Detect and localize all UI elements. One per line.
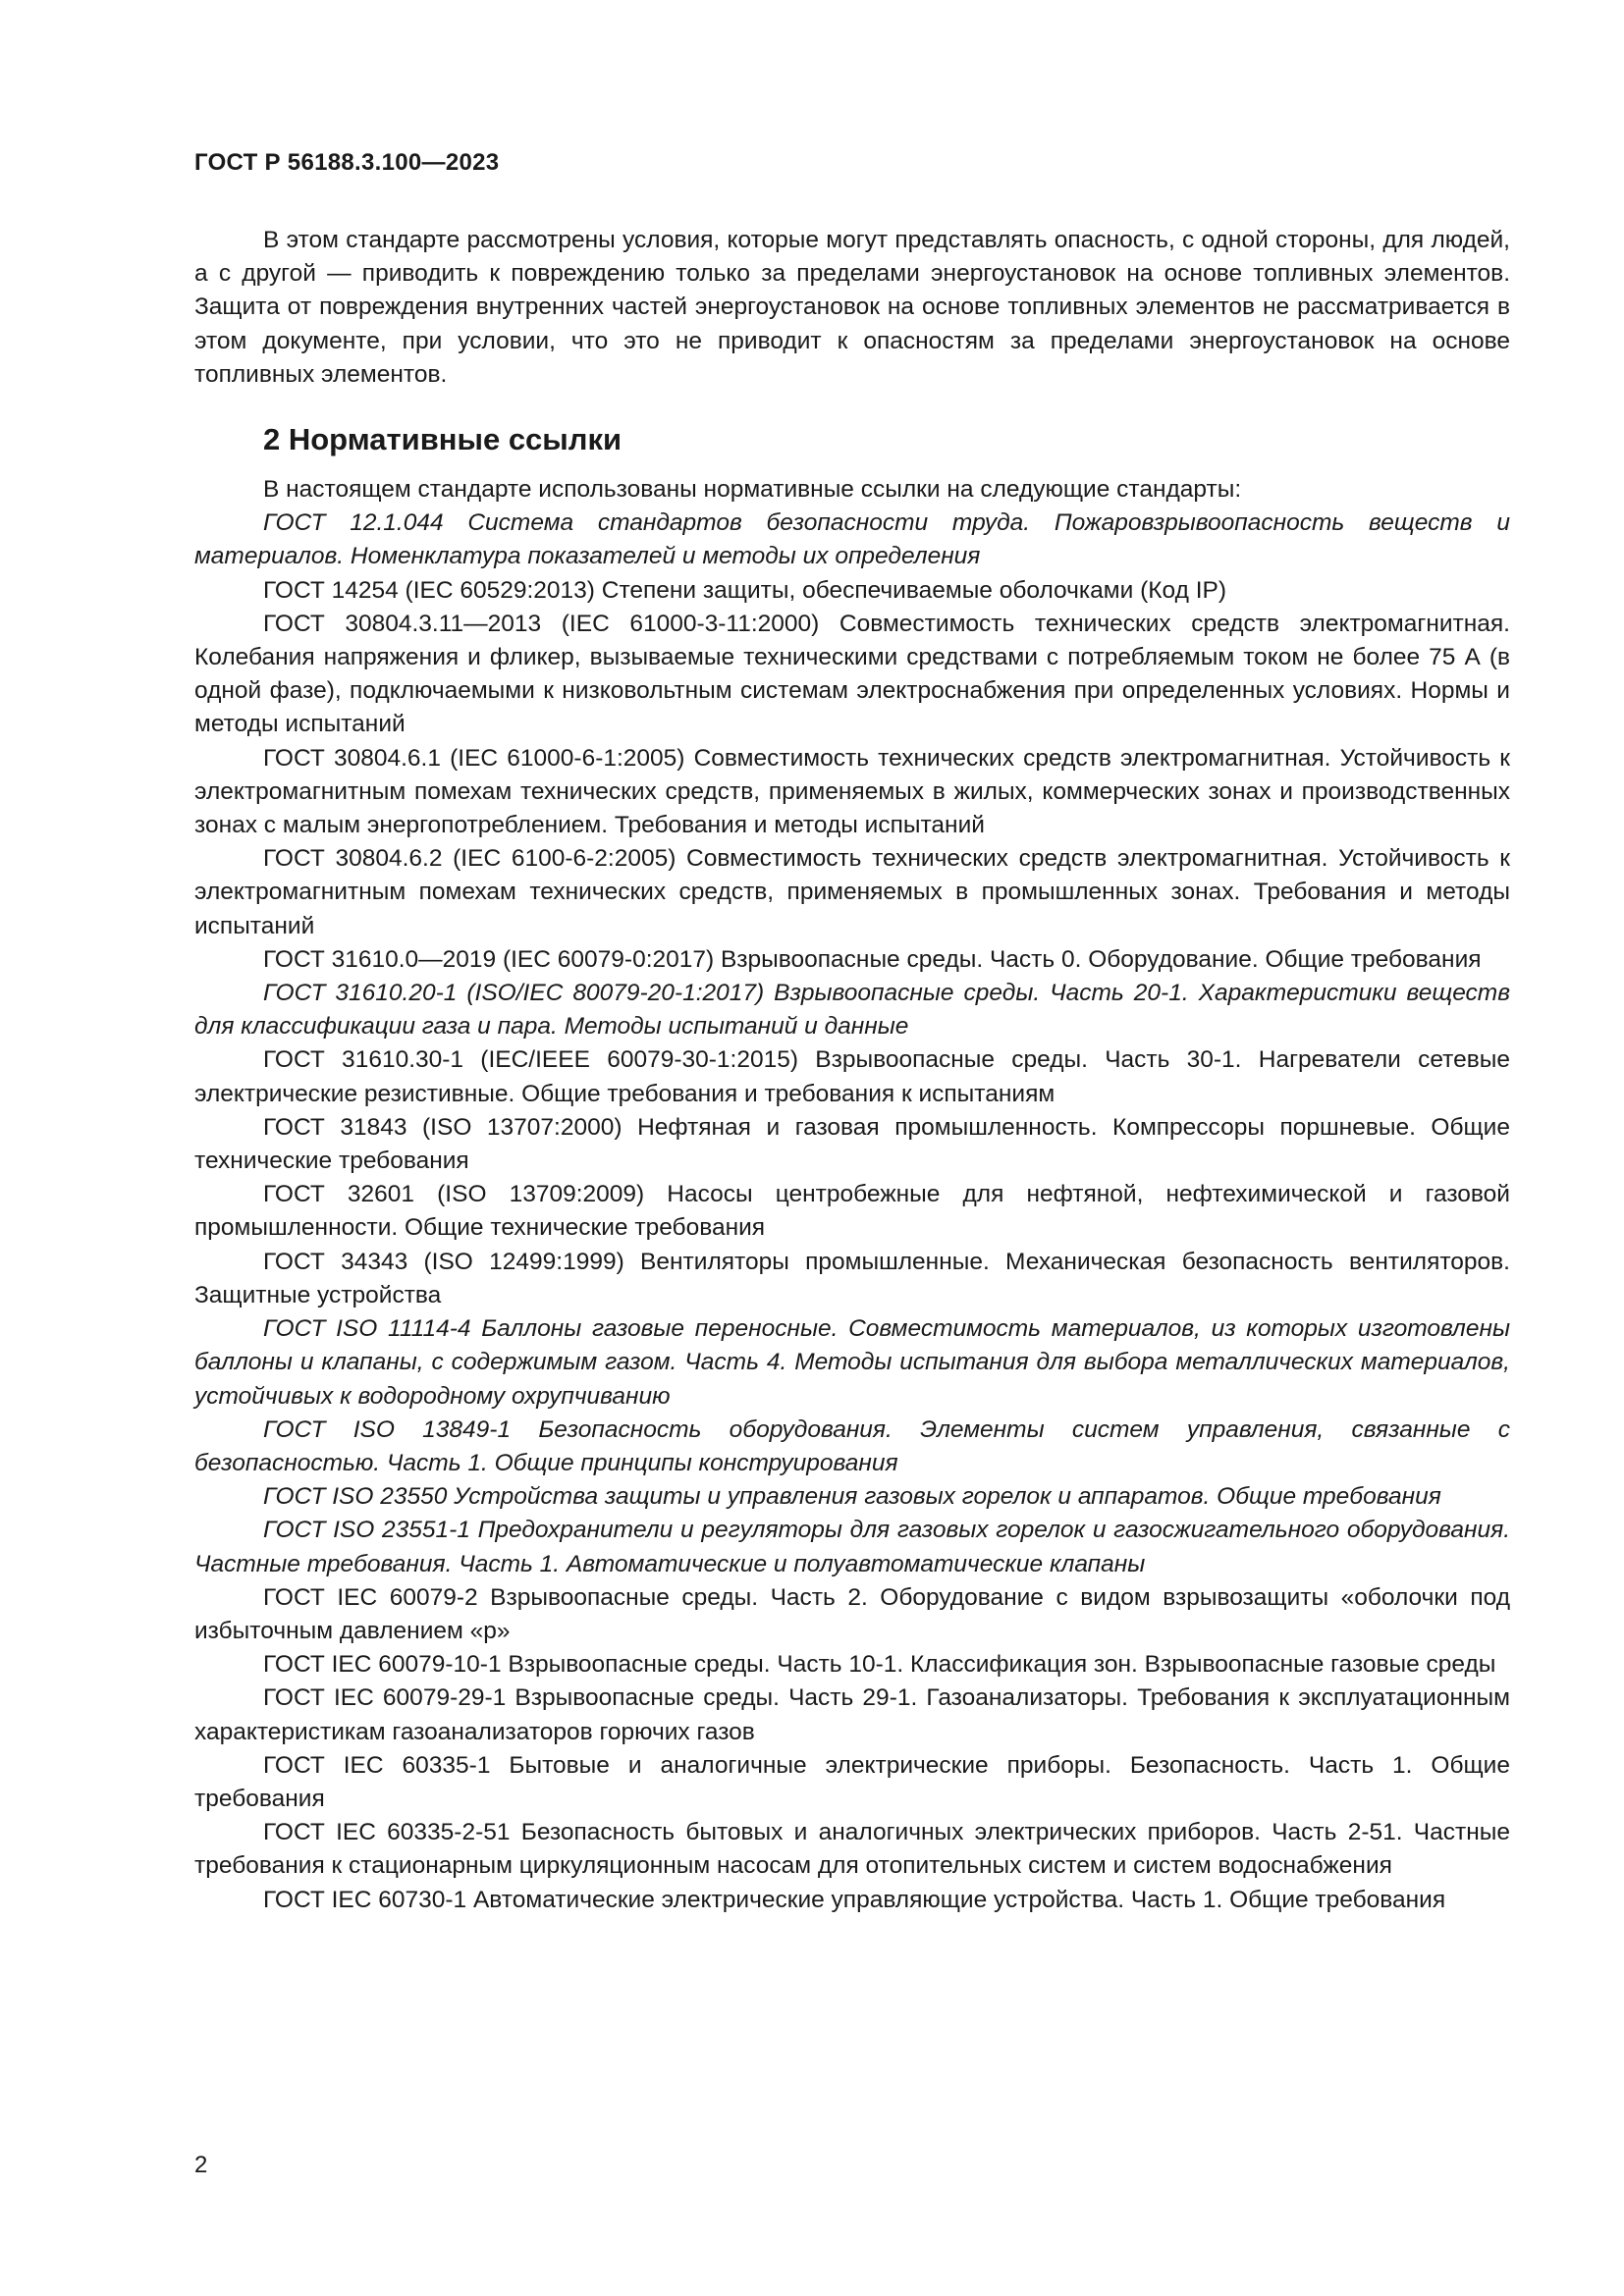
reference-item: ГОСТ 30804.3.11—2013 (IEC 61000-3-11:2000) Совместимость технических средств электромагнитная. Колебания напряжения и фликер, вызываемые техническими средствами с потребляемым током не более 75 А (в одной фазе), подключаемыми к низковольтным системам электроснабжения при определенных условиях. Нормы и методы испытаний <box>194 610 1510 738</box>
reference-item: ГОСТ IEC 60335-2-51 Безопасность бытовых и аналогичных электрических приборов. Часть 2-51. Частные требования к стационарным циркуляционным насосам для отопительных систем и систем водоснабжения <box>194 1819 1510 1880</box>
reference-item: ГОСТ 14254 (IEC 60529:2013) Степени защиты, обеспечиваемые оболочками (Код IP) <box>263 576 1227 604</box>
reference-item: ГОСТ 32601 (ISO 13709:2009) Насосы центробежные для нефтяной, нефтехимической и газовой промышленности. Общие технические требования <box>194 1181 1510 1242</box>
document-designation: ГОСТ Р 56188.3.100—2023 <box>194 149 500 176</box>
reference-item: ГОСТ 31610.0—2019 (IEC 60079-0:2017) Взрывоопасные среды. Часть 0. Оборудование. Общие требования <box>263 945 1482 973</box>
scope-paragraph: В этом стандарте рассмотрены условия, которые могут представлять опасность, с одной стороны, для людей, а с другой — приводить к повреждению только за пределами энергоустановок на основе топливных элементов. Защита от повреждения внутренних частей энергоустановок на основе топливных элементов не рассматривается в этом документе, при условии, что это не приводит к опасностям за пределами энергоустановок на основе топливных элементов. <box>194 227 1510 388</box>
reference-item: ГОСТ IEC 60079-10-1 Взрывоопасные среды. Часть 10-1. Классификация зон. Взрывоопасные газовые среды <box>263 1651 1496 1679</box>
reference-item: ГОСТ ISO 23550 Устройства защиты и управления газовых горелок и аппаратов. Общие требования <box>263 1483 1441 1511</box>
section-lead: В настоящем стандарте использованы нормативные ссылки на следующие стандарты: <box>263 476 1242 504</box>
reference-item: ГОСТ 34343 (ISO 12499:1999) Вентиляторы промышленные. Механическая безопасность вентиляторов. Защитные устройства <box>194 1248 1510 1308</box>
page-number: 2 <box>194 2152 208 2178</box>
reference-item: ГОСТ ISO 23551-1 Предохранители и регуляторы для газовых горелок и газосжигательного оборудования. Частные требования. Часть 1. Автоматические и полуавтоматические клапаны <box>194 1517 1510 1577</box>
reference-item: ГОСТ IEC 60335-1 Бытовые и аналогичные электрические приборы. Безопасность. Часть 1. Общие требования <box>194 1751 1510 1812</box>
reference-item: ГОСТ IEC 60079-29-1 Взрывоопасные среды. Часть 29-1. Газоанализаторы. Требования к эксплуатационным характеристикам газоанализаторов горючих газов <box>194 1684 1510 1745</box>
reference-item: ГОСТ ISO 13849-1 Безопасность оборудования. Элементы систем управления, связанные с безопасностью. Часть 1. Общие принципы конструирования <box>194 1415 1510 1476</box>
reference-item: ГОСТ 12.1.044 Система стандартов безопасности труда. Пожаровзрывоопасность веществ и материалов. Номенклатура показателей и методы их определения <box>194 509 1510 570</box>
reference-item: ГОСТ IEC 60079-2 Взрывоопасные среды. Часть 2. Оборудование с видом взрывозащиты «оболочки под избыточным давлением «p» <box>194 1583 1510 1644</box>
reference-item: ГОСТ 31843 (ISO 13707:2000) Нефтяная и газовая промышленность. Компрессоры поршневые. Общие технические требования <box>194 1113 1510 1175</box>
reference-item: ГОСТ 30804.6.1 (IEC 61000-6-1:2005) Совместимость технических средств электромагнитная. Устойчивость к электромагнитным помехам технических средств, применяемых в жилых, коммерческих зонах и производственных зонах с малым энергопотреблением. Требования и методы испытаний <box>194 744 1510 839</box>
reference-item: ГОСТ 30804.6.2 (IEC 6100-6-2:2005) Совместимость технических средств электромагнитная. Устойчивость к электромагнитным помехам технических средств, применяемых в промышленных зонах. Требования и методы испытаний <box>194 845 1510 939</box>
reference-item: ГОСТ ISO 11114-4 Баллоны газовые переносные. Совместимость материалов, из которых изготовлены баллоны и клапаны, с содержимым газом. Часть 4. Методы испытания для выбора металлических материалов, устойчивых к водородному охрупчиванию <box>194 1315 1510 1410</box>
reference-item: ГОСТ 31610.20-1 (ISO/IEC 80079-20-1:2017) Взрывоопасные среды. Часть 20-1. Характеристики веществ для классификации газа и пара. Методы испытаний и данные <box>194 980 1510 1041</box>
reference-item: ГОСТ IEC 60730-1 Автоматические электрические управляющие устройства. Часть 1. Общие требования <box>263 1886 1446 1913</box>
reference-item: ГОСТ 31610.30-1 (IEC/IEEE 60079-30-1:2015) Взрывоопасные среды. Часть 30-1. Нагреватели сетевые электрические резистивные. Общие требования и требования к испытаниям <box>194 1046 1510 1107</box>
page-body <box>194 224 1510 1917</box>
section-heading: 2 Нормативные ссылки <box>263 422 623 457</box>
